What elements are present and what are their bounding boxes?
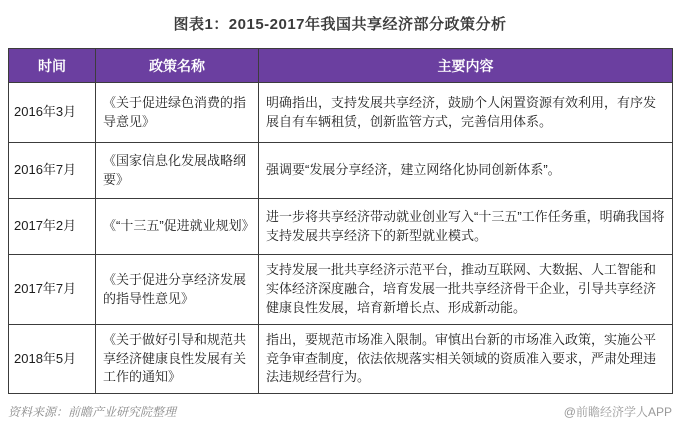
- cell-policy: 《国家信息化发展战略纲要》: [96, 143, 259, 199]
- page-title: 图表1：2015-2017年我国共享经济部分政策分析: [173, 16, 507, 33]
- watermark: @前瞻经济学人APP: [563, 405, 672, 419]
- table-row: [9, 143, 673, 199]
- table-header-time: 时间: [9, 49, 96, 83]
- cell-policy: 《关于促进绿色消费的指导意见》: [96, 83, 259, 143]
- table-row: [9, 83, 673, 143]
- cell-policy: 《关于促进分享经济发展的指导性意见》: [96, 255, 259, 325]
- cell-policy: 《关于做好引导和规范共享经济健康良性发展有关工作的通知》: [96, 325, 259, 394]
- cell-policy: 《“十三五”促进就业规划》: [96, 199, 259, 255]
- cell-content: 进一步将共享经济带动就业创业写入“十三五”工作任务重，明确我国将支持发展共享经济下的新型就业模式。: [259, 199, 673, 255]
- cell-time: 2016年3月: [9, 83, 96, 143]
- cell-time: 2017年2月: [9, 199, 96, 255]
- table-header-policy: 政策名称: [96, 49, 259, 83]
- source-note: 资料来源：前瞻产业研究院整理: [8, 405, 177, 419]
- cell-content: 指出，要规范市场准入限制。审慎出台新的市场准入政策，实施公平竞争审查制度，依法依规落实相关领域的资质准入要求，严肃处理违法违规经营行为。: [259, 325, 673, 394]
- figure-footer: [8, 403, 672, 420]
- policy-table: [8, 48, 673, 394]
- table-header-content: 主要内容: [259, 49, 673, 83]
- table-row: [9, 255, 673, 325]
- cell-content: 明确指出，支持发展共享经济，鼓励个人闲置资源有效利用，有序发展自有车辆租赁，创新监管方式，完善信用体系。: [259, 83, 673, 143]
- table-row: [9, 199, 673, 255]
- cell-time: 2016年7月: [9, 143, 96, 199]
- cell-content: 强调要“发展分享经济，建立网络化协同创新体系”。: [259, 143, 673, 199]
- table-header-row: [9, 49, 673, 83]
- cell-time: 2018年5月: [9, 325, 96, 394]
- table-row: [9, 325, 673, 394]
- cell-time: 2017年7月: [9, 255, 96, 325]
- cell-content: 支持发展一批共享经济示范平台，推动互联网、大数据、人工智能和实体经济深度融合，培育发展一批共享经济骨干企业，引导共享经济健康良性发展，培育新增长点、形成新动能。: [259, 255, 673, 325]
